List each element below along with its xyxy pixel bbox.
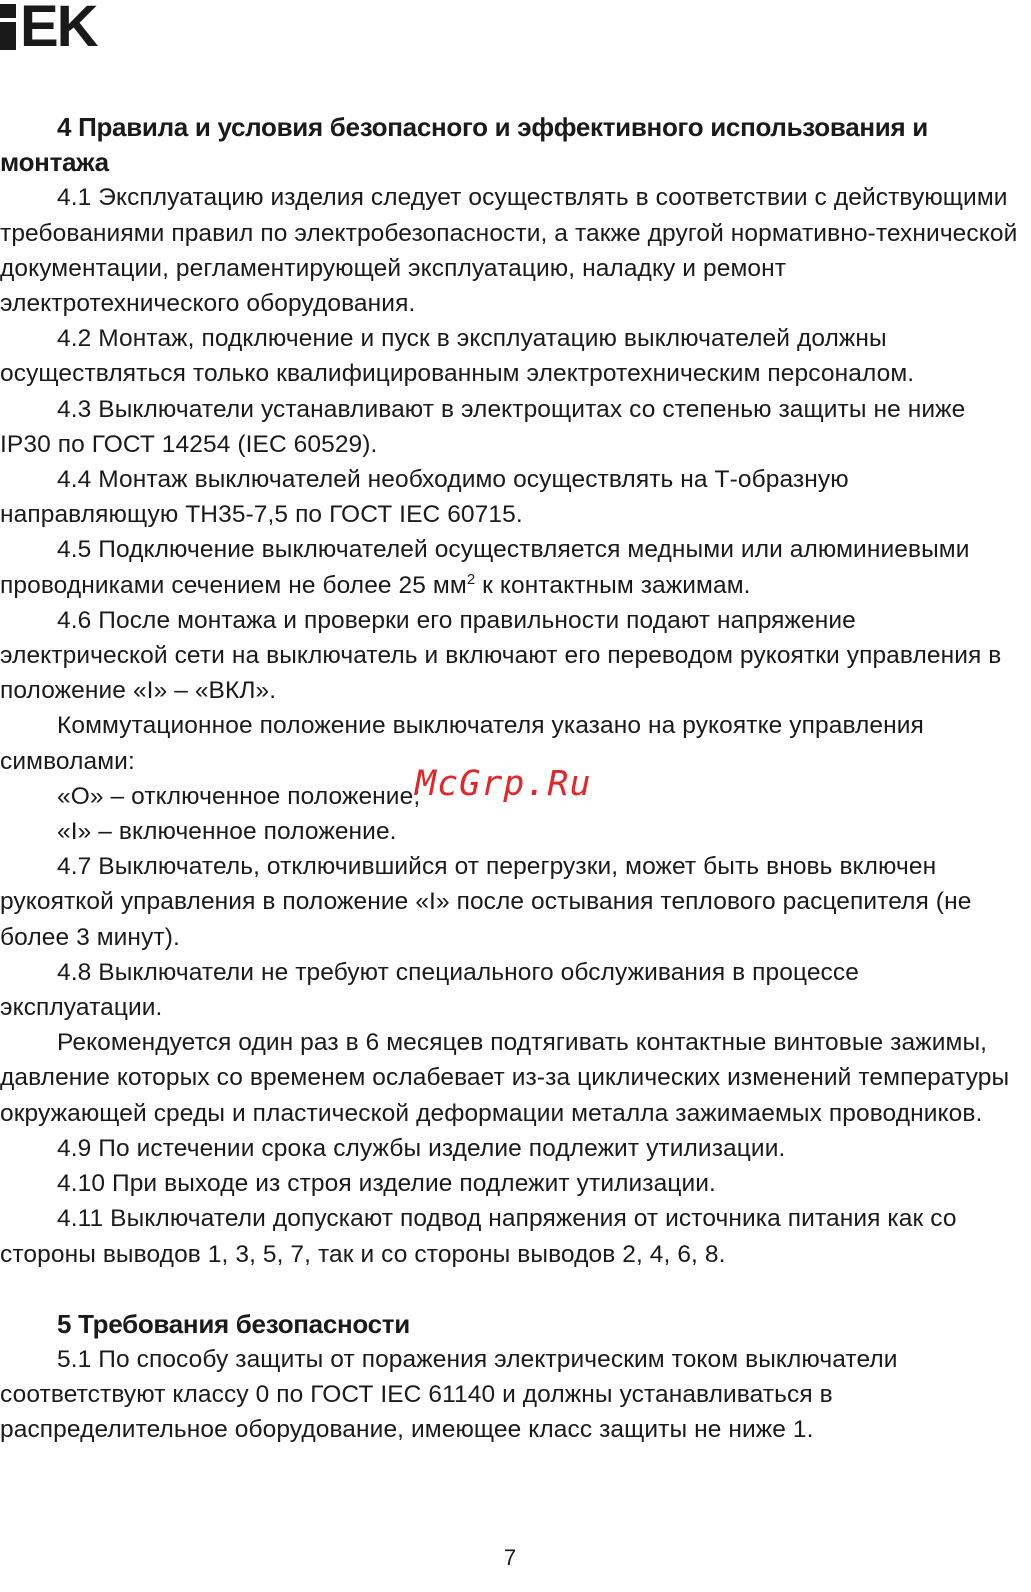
paragraph-4-4: 4.4 Монтаж выключателей необходимо осуществлять на Т-образную направляющую ТН35-7,5 по ГОСТ IEC 60715. <box>0 466 849 529</box>
superscript-2: 2 <box>466 570 476 588</box>
paragraph-4-9: 4.9 По истечении срока службы изделие подлежит утилизации. <box>57 1134 786 1162</box>
paragraph-4-11: 4.11 Выключатели допускают подвод напряжения от источника питания как со стороны выводов 1, 3, 5, 7, так и со стороны выводов 2, 4, 6, 8. <box>0 1205 957 1268</box>
logo-text: EK <box>20 0 97 59</box>
paragraph-5-1: 5.1 По способу защиты от поражения электрическим током выключатели соответствуют классу 0 по ГОСТ IEC 61140 и должны устанавливаться в распределительное оборудование, имеющее класс защиты не ниже 1. <box>0 1345 898 1444</box>
section-4-title: 4 Правила и условия безопасного и эффективного использования и монтажа <box>0 112 928 178</box>
paragraph-4-10: 4.10 При выходе из строя изделие подлежит утилизации. <box>57 1170 716 1198</box>
section-5-title: 5 Требования безопасности <box>57 1308 410 1339</box>
logo-i-mark <box>0 4 16 50</box>
paragraph-recommendation: Рекомендуется один раз в 6 месяцев подтягивать контактные винтовые зажимы, давление которых со временем ослабевает из-за циклических изменений температуры окружающей среды и пластической деформации металла зажимаемых проводников. <box>0 1029 1010 1127</box>
paragraph-4-5-text-end: к контактным зажимам. <box>475 571 751 599</box>
paragraph-4-3: 4.3 Выключатели устанавливают в электрощитах со степенью защиты не ниже IP30 по ГОСТ 14254 (IEC 60529). <box>0 395 966 458</box>
paragraph-4-2: 4.2 Монтаж, подключение и пуск в эксплуатацию выключателей должны осуществляться только квалифицированным электротехническим персоналом. <box>0 325 915 388</box>
page-number: 7 <box>503 1545 517 1570</box>
watermark: McGrp.Ru <box>415 764 592 804</box>
paragraph-4-8: 4.8 Выключатели не требуют специального обслуживания в процессе эксплуатации. <box>0 958 859 1022</box>
iek-logo <box>0 0 97 59</box>
paragraph-off-position: «O» – отключенное положение; <box>57 782 421 810</box>
paragraph-4-7: 4.7 Выключатель, отключившийся от перегрузки, может быть вновь включен рукояткой управления в положение «I» после остывания теплового расцепителя (не более 3 минут). <box>0 853 972 951</box>
paragraph-on-position: «I» – включенное положение. <box>57 818 397 846</box>
paragraph-switch-position: Коммутационное положение выключателя указано на рукоятке управления символами: <box>0 712 924 775</box>
section-spacer <box>0 1272 1020 1307</box>
paragraph-4-1: 4.1 Эксплуатацию изделия следует осуществлять в соответствии с действующими требованиями правил по электробезопасности, а также другой нормативно-технической документации, регламентирующей эксплуатацию, наладку и ремонт электротехнического оборудования. <box>0 184 1018 318</box>
paragraph-4-5 <box>0 532 1020 602</box>
paragraph-4-5-text: 4.5 Подключение выключателей осуществляется медными или алюминиевыми проводниками сечением не более 25 мм <box>0 536 970 599</box>
paragraph-4-6: 4.6 После монтажа и проверки его правильности подают напряжение электрической сети на выключатель и включают его переводом рукоятки управления в положение «I» – «ВКЛ». <box>0 606 1002 705</box>
